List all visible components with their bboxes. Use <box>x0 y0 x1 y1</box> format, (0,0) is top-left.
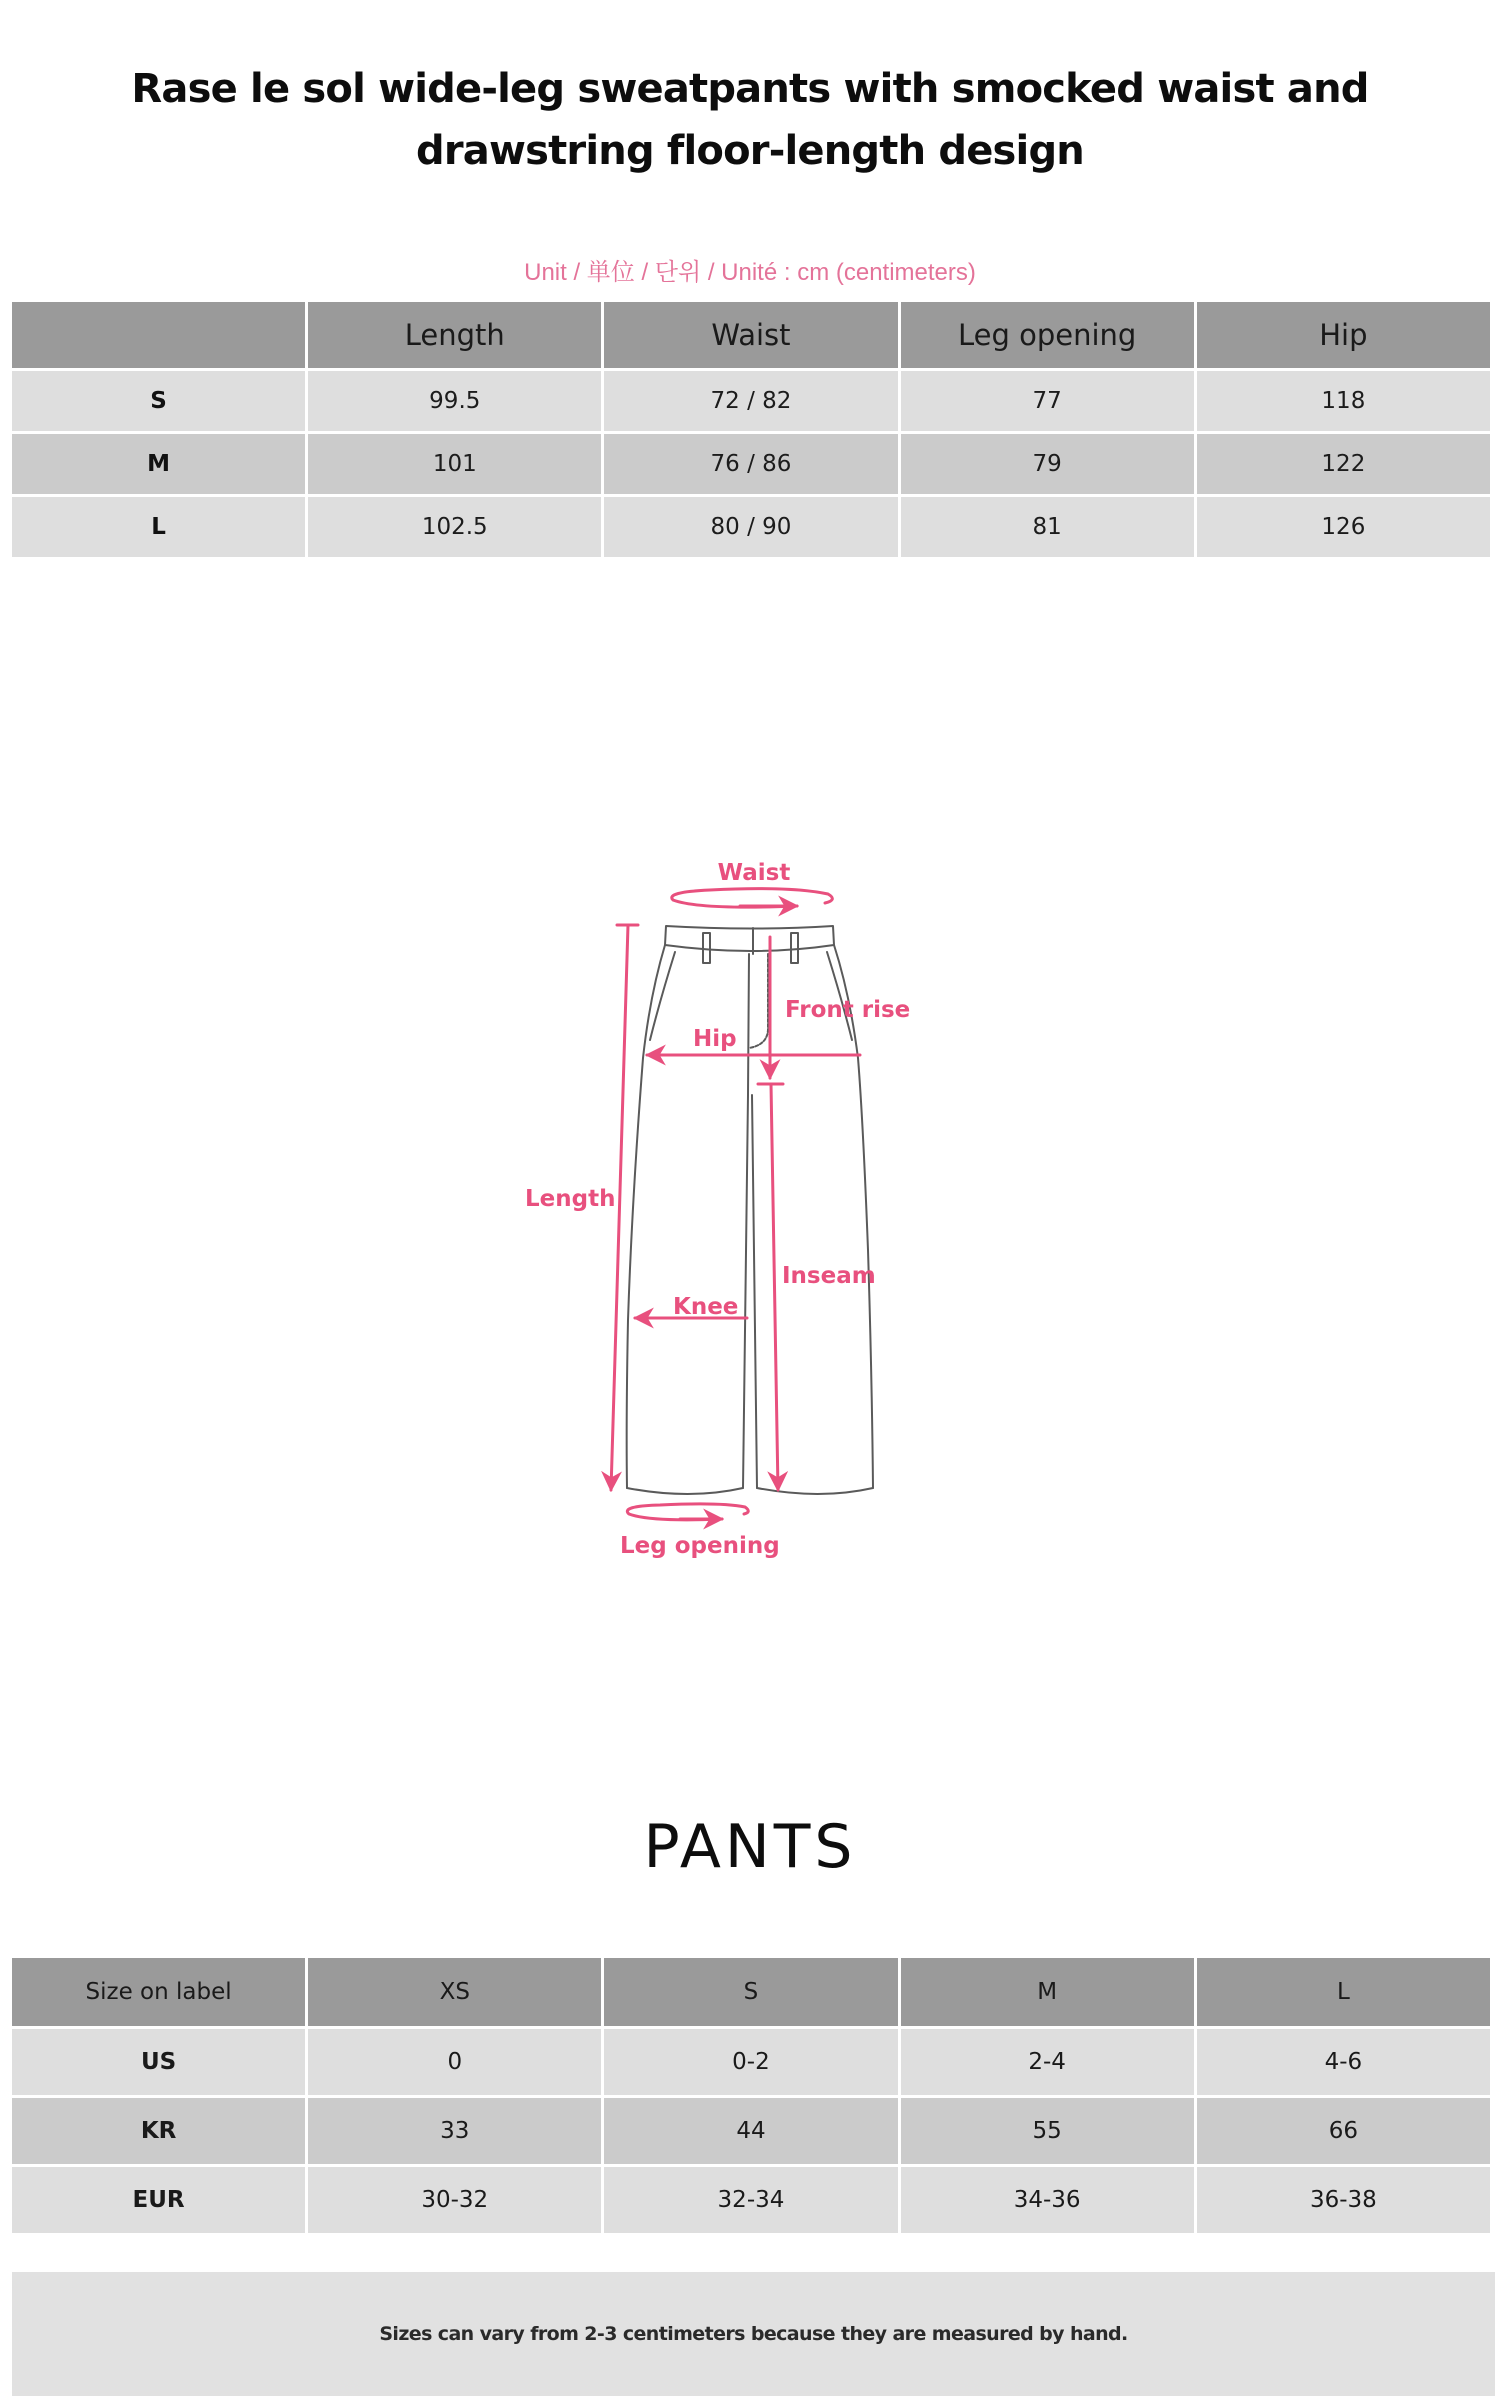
waist-value: 80 / 90 <box>604 497 897 557</box>
label-leg-opening: Leg opening <box>620 1533 780 1559</box>
size-conversion-table <box>9 1955 1493 2236</box>
hip-value: 122 <box>1197 434 1490 494</box>
header-s: S <box>604 1958 897 2026</box>
product-title <box>0 58 1500 182</box>
size-value: 55 <box>901 2098 1194 2164</box>
size-value: 36-38 <box>1197 2167 1490 2233</box>
measurement-arrows <box>611 889 860 1520</box>
label-length: Length <box>525 1186 616 1212</box>
measurement-header-row <box>12 302 1490 368</box>
header-size-on-label: Size on label <box>12 1958 305 2026</box>
size-label: L <box>12 497 305 557</box>
size-value: 33 <box>308 2098 601 2164</box>
table-row <box>12 2167 1490 2233</box>
waist-value: 76 / 86 <box>604 434 897 494</box>
hip-value: 118 <box>1197 371 1490 431</box>
table-row <box>12 2098 1490 2164</box>
size-value: 66 <box>1197 2098 1490 2164</box>
size-value: 30-32 <box>308 2167 601 2233</box>
header-hip: Hip <box>1197 302 1490 368</box>
size-value: 0 <box>308 2029 601 2095</box>
label-waist: Waist <box>717 860 791 886</box>
label-hip: Hip <box>693 1026 737 1052</box>
header-length: Length <box>308 302 601 368</box>
header-leg-opening: Leg opening <box>901 302 1194 368</box>
size-header-row <box>12 1958 1490 2026</box>
label-knee: Knee <box>673 1294 739 1320</box>
table-row <box>12 371 1490 431</box>
table-row <box>12 497 1490 557</box>
leg-opening-value: 81 <box>901 497 1194 557</box>
header-xs: XS <box>308 1958 601 2026</box>
pants-outline-icon <box>627 926 873 1494</box>
length-value: 99.5 <box>308 371 601 431</box>
measurement-disclaimer <box>12 2272 1495 2396</box>
table-row <box>12 434 1490 494</box>
header-l: L <box>1197 1958 1490 2026</box>
size-value: 2-4 <box>901 2029 1194 2095</box>
size-label: M <box>12 434 305 494</box>
leg-opening-value: 77 <box>901 371 1194 431</box>
size-value: 32-34 <box>604 2167 897 2233</box>
size-chart-title: PANTS <box>643 1812 857 1882</box>
header-m: M <box>901 1958 1194 2026</box>
table-row <box>12 2029 1490 2095</box>
hip-value: 126 <box>1197 497 1490 557</box>
size-label: S <box>12 371 305 431</box>
unit-note: Unit / 単位 / 단위 / Unité : cm (centimeters) <box>524 259 976 286</box>
size-value: 4-6 <box>1197 2029 1490 2095</box>
region-label: KR <box>12 2098 305 2164</box>
label-front-rise: Front rise <box>785 997 911 1023</box>
disclaimer-text: Sizes can vary from 2-3 centimeters because they are measured by hand. <box>379 2323 1128 2345</box>
measurement-table <box>9 299 1493 560</box>
region-label: US <box>12 2029 305 2095</box>
label-inseam: Inseam <box>782 1263 876 1289</box>
size-value: 34-36 <box>901 2167 1194 2233</box>
size-value: 0-2 <box>604 2029 897 2095</box>
size-value: 44 <box>604 2098 897 2164</box>
waist-value: 72 / 82 <box>604 371 897 431</box>
product-title-line-1: Rase le sol wide-leg sweatpants with smocked waist and <box>131 66 1369 112</box>
length-value: 101 <box>308 434 601 494</box>
length-value: 102.5 <box>308 497 601 557</box>
header-empty <box>12 302 305 368</box>
product-title-line-2: drawstring floor-length design <box>416 128 1084 174</box>
leg-opening-value: 79 <box>901 434 1194 494</box>
header-waist: Waist <box>604 302 897 368</box>
region-label: EUR <box>12 2167 305 2233</box>
